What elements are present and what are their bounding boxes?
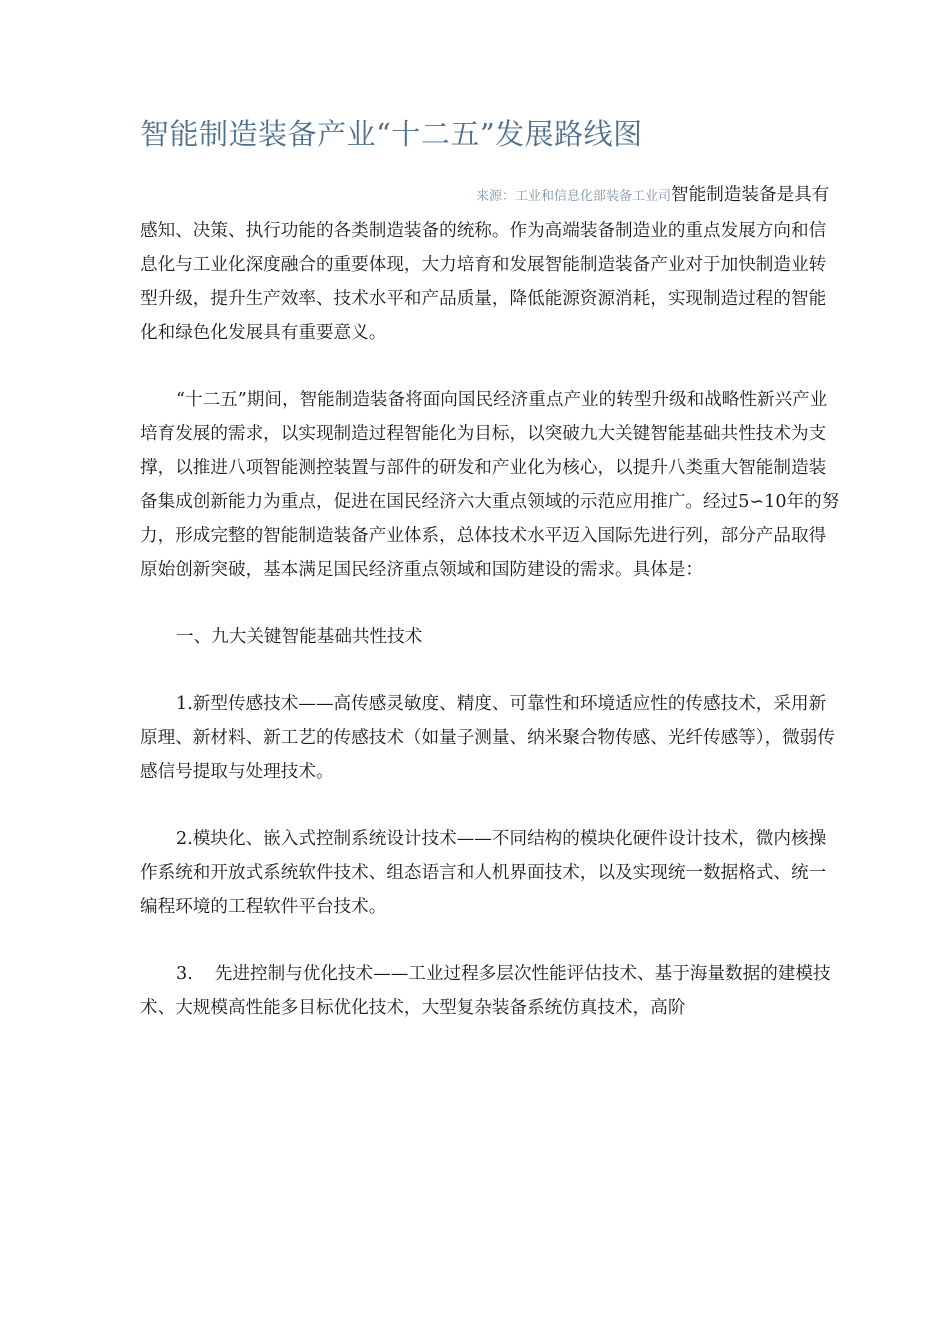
list-item-1: 1.新型传感技术——高传感灵敏度、精度、可靠性和环境适应性的传感技术，采用新原理、新材料、新工艺的传感技术（如量子测量、纳米聚合物传感、光纤传感等），微弱传感信号提取与处理技术。	[140, 694, 835, 782]
section-heading: 一、九大关键智能基础共性技术	[176, 627, 423, 647]
intro-paragraph	[140, 178, 840, 350]
intro-text: 智能制造装备是具有感知、决策、执行功能的各类制造装备的统称。作为高端装备制造业的重点发展方向和信息化与工业化深度融合的重要体现，大力培育和发展智能制造装备产业对于加快制造业转型升级，提升生产效率、技术水平和产品质量，降低能源资源消耗，实现制造过程的智能化和绿色化发展具有重要意义。	[140, 185, 830, 343]
page-title: 智能制造装备产业“十二五”发展路线图	[140, 117, 643, 151]
overview-paragraph: “十二五”期间，智能制造装备将面向国民经济重点产业的转型升级和战略性新兴产业培育发展的需求，以实现制造过程智能化为目标，以突破九大关键智能基础共性技术为支撑，以推进八项智能测控装置与部件的研发和产业化为核心，以提升八类重大智能制造装备集成创新能力为重点，促进在国民经济六大重点领域的示范应用推广。经过5∽10年的努力，形成完整的智能制造装备产业体系，总体技术水平迈入国际先进行列，部分产品取得原始创新突破，基本满足国民经济重点领域和国防建设的需求。具体是：	[140, 390, 840, 580]
list-item-2: 2.模块化、嵌入式控制系统设计技术——不同结构的模块化硬件设计技术，微内核操作系统和开放式系统软件技术、组态语言和人机界面技术，以及实现统一数据格式、统一编程环境的工程软件平台技术。	[140, 829, 827, 917]
list-item-3	[140, 957, 840, 1025]
list-item-3-number: 3.	[176, 964, 193, 984]
source-label: 来源：工业和信息化部装备工业司	[476, 189, 672, 204]
list-item-3-text: 先进控制与优化技术——工业过程多层次性能评估技术、基于海量数据的建模技术、大规模高性能多目标优化技术，大型复杂装备系统仿真技术，高阶	[140, 964, 831, 1018]
article-body	[140, 178, 840, 1025]
